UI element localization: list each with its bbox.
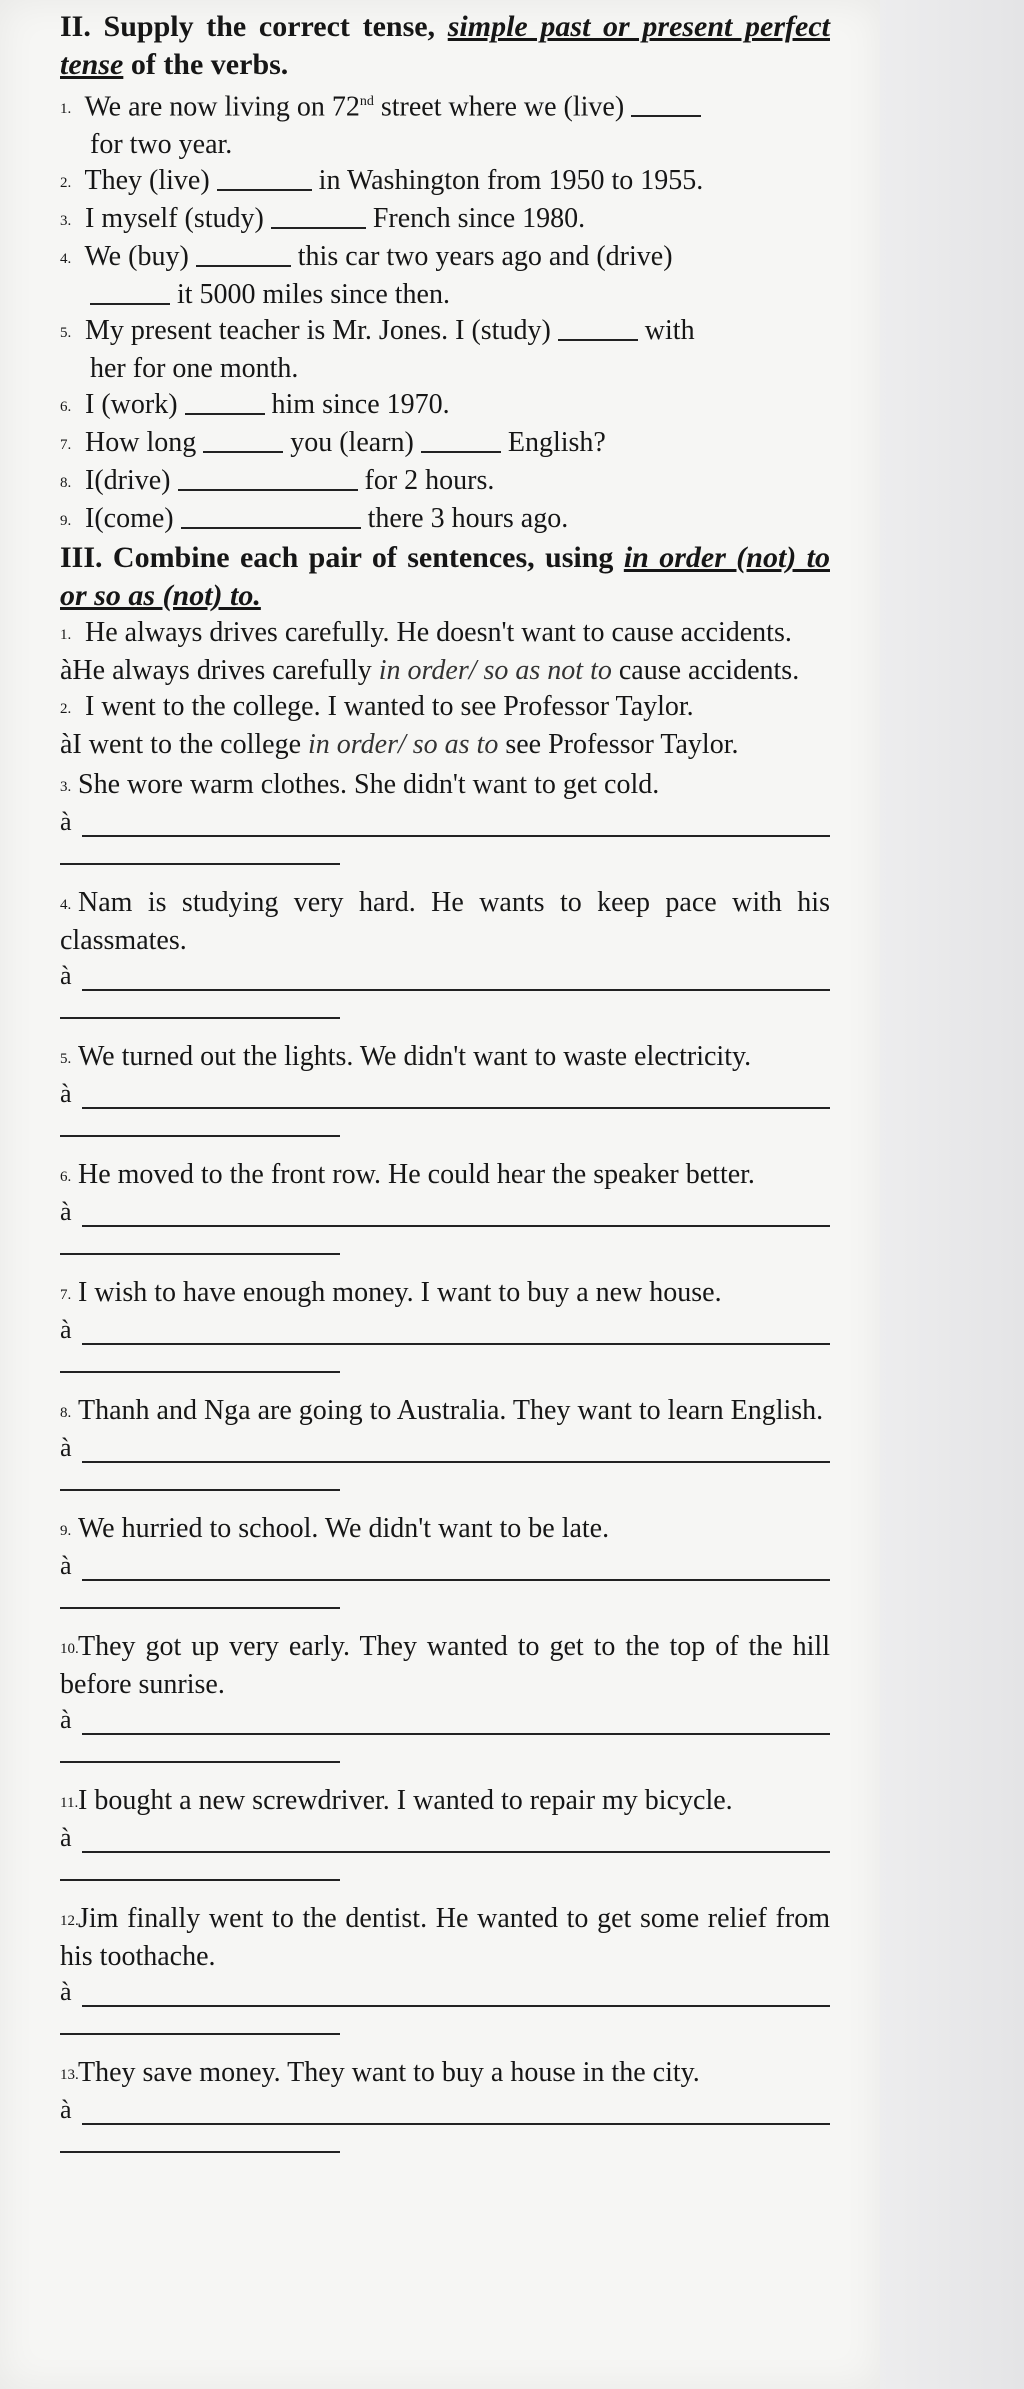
exercise-text: Thanh and Nga are going to Australia. They want to learn English. <box>78 1395 824 1427</box>
answer-line-continued[interactable] <box>60 1859 830 1897</box>
answer-blank[interactable] <box>196 241 291 267</box>
part2-item-4: 4. We (buy) this car two years ago and (drive) it 5000 miles since then. <box>60 241 673 311</box>
answer-line-continued[interactable] <box>60 997 830 1035</box>
exercise-question <box>60 1393 830 1431</box>
exercise-number: 5. <box>60 1051 72 1068</box>
part3-example-1-answer: àHe always drives carefully in order/ so as not to cause accidents. <box>60 655 800 687</box>
exercise-question <box>60 767 830 805</box>
part3-example-2-answer: àI went to the college in order/ so as to see Professor Taylor. <box>60 729 739 761</box>
arrow-marker: à <box>60 1977 72 2007</box>
exercise-item <box>60 1393 830 1507</box>
answer-line-continued[interactable] <box>60 1741 830 1779</box>
part2-title-end: of the verbs. <box>130 48 289 81</box>
arrow-marker: à <box>60 1197 72 1227</box>
part2-item-7: 7. How long you (learn) English? <box>60 427 606 459</box>
answer-line-continued[interactable] <box>60 2131 830 2169</box>
exercise-text: She wore warm clothes. She didn't want to get cold. <box>78 769 660 801</box>
part2-heading <box>60 8 830 84</box>
answer-blank[interactable] <box>558 315 638 341</box>
answer-line-continued[interactable] <box>60 1351 830 1389</box>
exercise-text: I bought a new screwdriver. I wanted to repair my bicycle. <box>78 1785 733 1817</box>
exercise-text: We turned out the lights. We didn't want to waste electricity. <box>78 1041 752 1073</box>
exercise-item <box>60 1511 830 1625</box>
answer-line[interactable] <box>60 805 830 843</box>
part2-title: II. Supply the correct tense, <box>60 10 436 43</box>
arrow-marker: à <box>60 1433 72 1463</box>
part2-item-9: 9. I(come) there 3 hours ago. <box>60 503 569 535</box>
exercise-text: Nam is studying very hard. He wants to keep pace with his classmates. <box>60 887 830 957</box>
exercise-item <box>60 1901 830 2051</box>
exercise-item <box>60 1783 830 1897</box>
answer-line-continued[interactable] <box>60 2013 830 2051</box>
answer-line[interactable] <box>60 1195 830 1233</box>
answer-line-continued[interactable] <box>60 843 830 881</box>
exercise-question <box>60 1275 830 1313</box>
part2-title-underlined: simple past or present perfect tense <box>60 10 830 81</box>
arrow-marker: à <box>60 1705 72 1735</box>
arrow-marker: à <box>60 807 72 837</box>
part2-item-3: 3. I myself (study) French since 1980. <box>60 203 586 235</box>
answer-blank[interactable] <box>181 503 361 529</box>
exercise-text: He moved to the front row. He could hear the speaker better. <box>78 1159 755 1191</box>
answer-line-continued[interactable] <box>60 1115 830 1153</box>
exercise-item <box>60 1157 830 1271</box>
part2-item-8: 8. I(drive) for 2 hours. <box>60 465 495 497</box>
page-margin <box>880 0 1024 2389</box>
answer-blank[interactable] <box>271 203 366 229</box>
exercise-number: 6. <box>60 1169 72 1186</box>
answer-blank[interactable] <box>178 465 358 491</box>
exercise-number: 12. <box>60 1913 79 1930</box>
answer-line[interactable] <box>60 1975 830 2013</box>
answer-line[interactable] <box>60 1703 830 1741</box>
answer-line[interactable] <box>60 959 830 997</box>
exercise-question <box>60 1901 830 1975</box>
exercise-question <box>60 1157 830 1195</box>
answer-line[interactable] <box>60 1431 830 1469</box>
part3-example-1: 1. He always drives carefully. He doesn't want to cause accidents. <box>60 617 792 649</box>
answer-blank[interactable] <box>203 427 283 453</box>
answer-line-continued[interactable] <box>60 1587 830 1625</box>
exercise-question <box>60 1511 830 1549</box>
part2-item-5: 5. My present teacher is Mr. Jones. I (study) with her for one month. <box>60 315 695 385</box>
exercise-number: 13. <box>60 2067 79 2084</box>
exercise-item <box>60 885 830 1035</box>
exercise-item <box>60 1039 830 1153</box>
answer-line[interactable] <box>60 1821 830 1859</box>
part3-title-underlined: in order (not) to or so as (not) to. <box>60 541 830 613</box>
arrow-marker: à <box>60 1823 72 1853</box>
answer-line[interactable] <box>60 2093 830 2131</box>
answer-blank[interactable] <box>631 91 701 117</box>
arrow-marker: à <box>60 1315 72 1345</box>
arrow-marker: à <box>60 961 72 991</box>
exercise-item <box>60 1629 830 1779</box>
worksheet-content <box>60 8 830 2169</box>
answer-line[interactable] <box>60 1077 830 1115</box>
answer-blank[interactable] <box>185 389 265 415</box>
exercise-text: Jim finally went to the dentist. He wanted to get some relief from his toothache. <box>60 1903 830 1973</box>
answer-line-continued[interactable] <box>60 1469 830 1507</box>
part2-item-6: 6. I (work) him since 1970. <box>60 389 450 421</box>
exercise-question <box>60 885 830 959</box>
arrow-marker: à <box>60 1079 72 1109</box>
exercise-number: 7. <box>60 1287 72 1304</box>
exercise-text: They got up very early. They wanted to get to the top of the hill before sunrise. <box>60 1631 830 1701</box>
answer-blank[interactable] <box>217 165 312 191</box>
exercise-text: I wish to have enough money. I want to buy a new house. <box>78 1277 722 1309</box>
part3-title: III. Combine each pair of sentences, using <box>60 541 614 575</box>
exercise-text: They save money. They want to buy a house in the city. <box>78 2057 700 2089</box>
exercise-item <box>60 1275 830 1389</box>
exercise-number: 10. <box>60 1641 79 1658</box>
exercise-number: 9. <box>60 1523 72 1540</box>
part3-heading <box>60 539 830 615</box>
exercise-number: 4. <box>60 897 72 914</box>
exercise-text: We hurried to school. We didn't want to be late. <box>78 1513 610 1545</box>
exercise-question <box>60 1629 830 1703</box>
answer-line[interactable] <box>60 1549 830 1587</box>
part3-example-2: 2. I went to the college. I wanted to see Professor Taylor. <box>60 691 694 723</box>
exercise-question <box>60 1783 830 1821</box>
exercise-question <box>60 2055 830 2093</box>
part2-item-2: 2. They (live) in Washington from 1950 to 1955. <box>60 165 704 197</box>
exercise-number: 3. <box>60 779 72 796</box>
exercise-list <box>60 767 830 2169</box>
exercise-question <box>60 1039 830 1077</box>
exercise-item <box>60 767 830 881</box>
arrow-marker: à <box>60 2095 72 2125</box>
exercise-item <box>60 2055 830 2169</box>
exercise-number: 8. <box>60 1405 72 1422</box>
answer-blank[interactable] <box>421 427 501 453</box>
answer-line-continued[interactable] <box>60 1233 830 1271</box>
part2-item-1: 1. We are now living on 72nd street where we (live) for two year. <box>60 84 830 163</box>
answer-line[interactable] <box>60 1313 830 1351</box>
exercise-number: 11. <box>60 1795 79 1812</box>
answer-blank[interactable] <box>90 279 170 305</box>
arrow-marker: à <box>60 1551 72 1581</box>
